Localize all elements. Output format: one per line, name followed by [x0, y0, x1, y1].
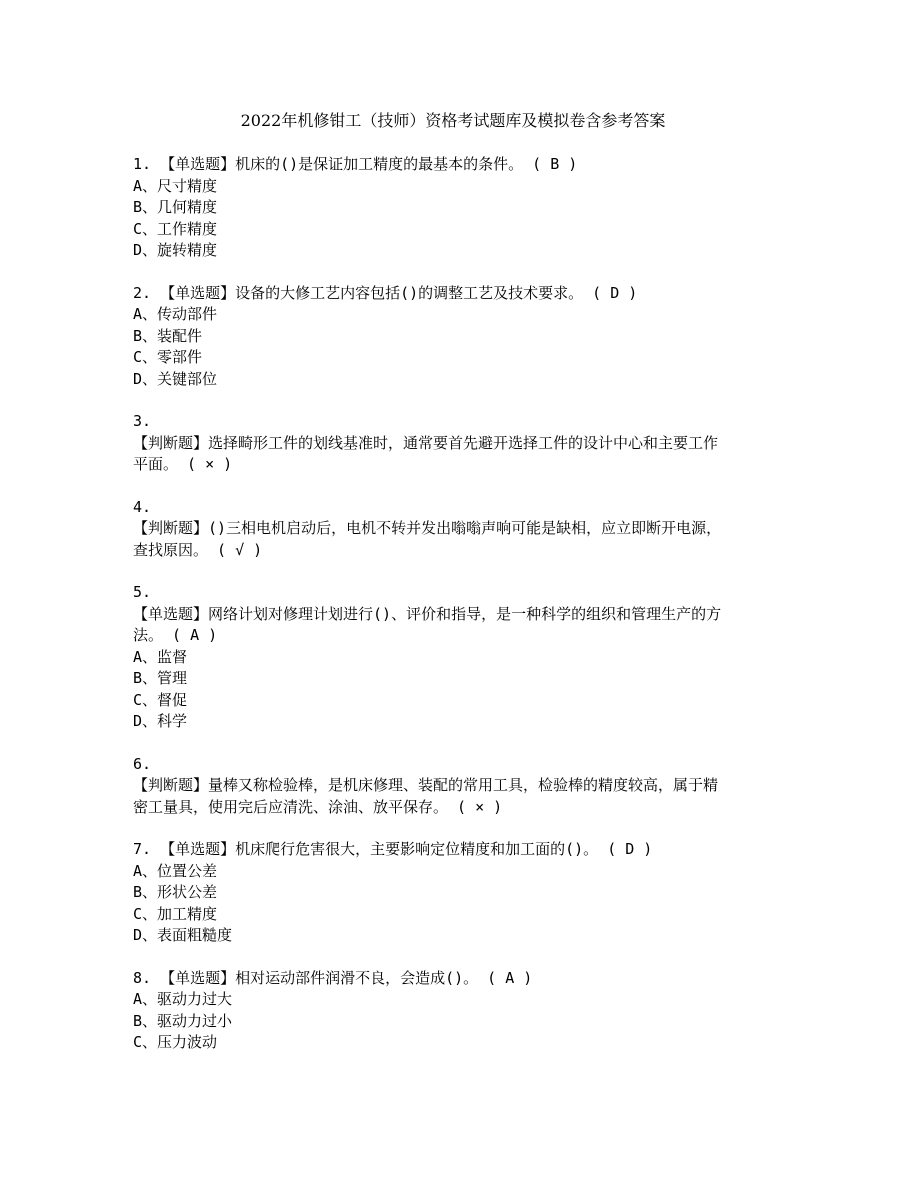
question-item: [133, 839, 793, 947]
question-text-line: 法。 ( A ): [133, 626, 218, 644]
document-title: 2022年机修钳工（技师）资格考试题库及模拟卷含参考答案: [240, 111, 666, 130]
answer-option: D、科学: [133, 712, 188, 730]
answer-option: A、位置公差: [133, 861, 218, 880]
answer-option: A、驱动力过大: [133, 990, 233, 1008]
answer-option: D、关键部位: [133, 369, 218, 388]
question-text-line: 7. 【单选题】机床爬行危害很大，主要影响定位精度和加工面的()。 ( D ): [133, 840, 653, 858]
answer-option: A、尺寸精度: [133, 176, 218, 195]
question-list: [133, 154, 793, 1054]
question-text-line: 6.: [133, 754, 152, 773]
question-item: [133, 968, 793, 1054]
answer-option: B、几何精度: [133, 198, 218, 216]
answer-option: A、传动部件: [133, 305, 218, 323]
question-text-line: 8. 【单选题】相对运动部件润滑不良，会造成()。 ( A ): [133, 968, 533, 987]
answer-option: A、监督: [133, 647, 188, 666]
question-text-line: 2. 【单选题】设备的大修工艺内容包括()的调整工艺及技术要求。 ( D ): [133, 283, 638, 302]
question-item: [133, 283, 793, 391]
question-text-line: 1. 【单选题】机床的()是保证加工精度的最基本的条件。 ( B ): [133, 155, 578, 173]
answer-option: C、零部件: [133, 348, 203, 366]
answer-option: D、表面粗糙度: [133, 926, 233, 944]
question-item: [133, 154, 793, 262]
question-text-line: 平面。 ( × ): [133, 455, 233, 473]
question-text-line: 【判断题】量棒又称检验棒，是机床修理、装配的常用工具，检验棒的精度较高，属于精: [133, 776, 719, 794]
answer-option: C、工作精度: [133, 219, 218, 238]
question-text-line: 5.: [133, 583, 152, 601]
answer-option: C、加工精度: [133, 904, 218, 923]
answer-option: B、形状公差: [133, 883, 218, 901]
question-text-line: 3.: [133, 412, 152, 430]
question-text-line: 【单选题】网络计划对修理计划进行()、评价和指导，是一种科学的组织和管理生产的方: [133, 604, 722, 623]
question-text-line: 【判断题】选择畸形工件的划线基准时，通常要首先避开选择工件的设计中心和主要工作: [133, 433, 719, 452]
answer-option: C、督促: [133, 690, 188, 709]
question-item: [133, 411, 793, 476]
question-item: [133, 497, 793, 562]
question-text-line: 密工量具，使用完后应清洗、涂油、放平保存。 ( × ): [133, 797, 503, 816]
question-text-line: 查找原因。 ( √ ): [133, 540, 263, 559]
question-item: [133, 582, 793, 733]
answer-option: D、旋转精度: [133, 241, 218, 259]
answer-option: B、驱动力过小: [133, 1011, 233, 1030]
answer-option: B、管理: [133, 669, 188, 687]
answer-option: C、压力波动: [133, 1033, 218, 1051]
question-text-line: 【判断题】()三相电机启动后，电机不转并发出嗡嗡声响可能是缺相，应立即断开电源，: [133, 519, 722, 537]
answer-option: B、装配件: [133, 326, 203, 345]
question-text-line: 4.: [133, 497, 152, 516]
question-item: [133, 754, 793, 819]
document-page: [133, 108, 793, 1075]
